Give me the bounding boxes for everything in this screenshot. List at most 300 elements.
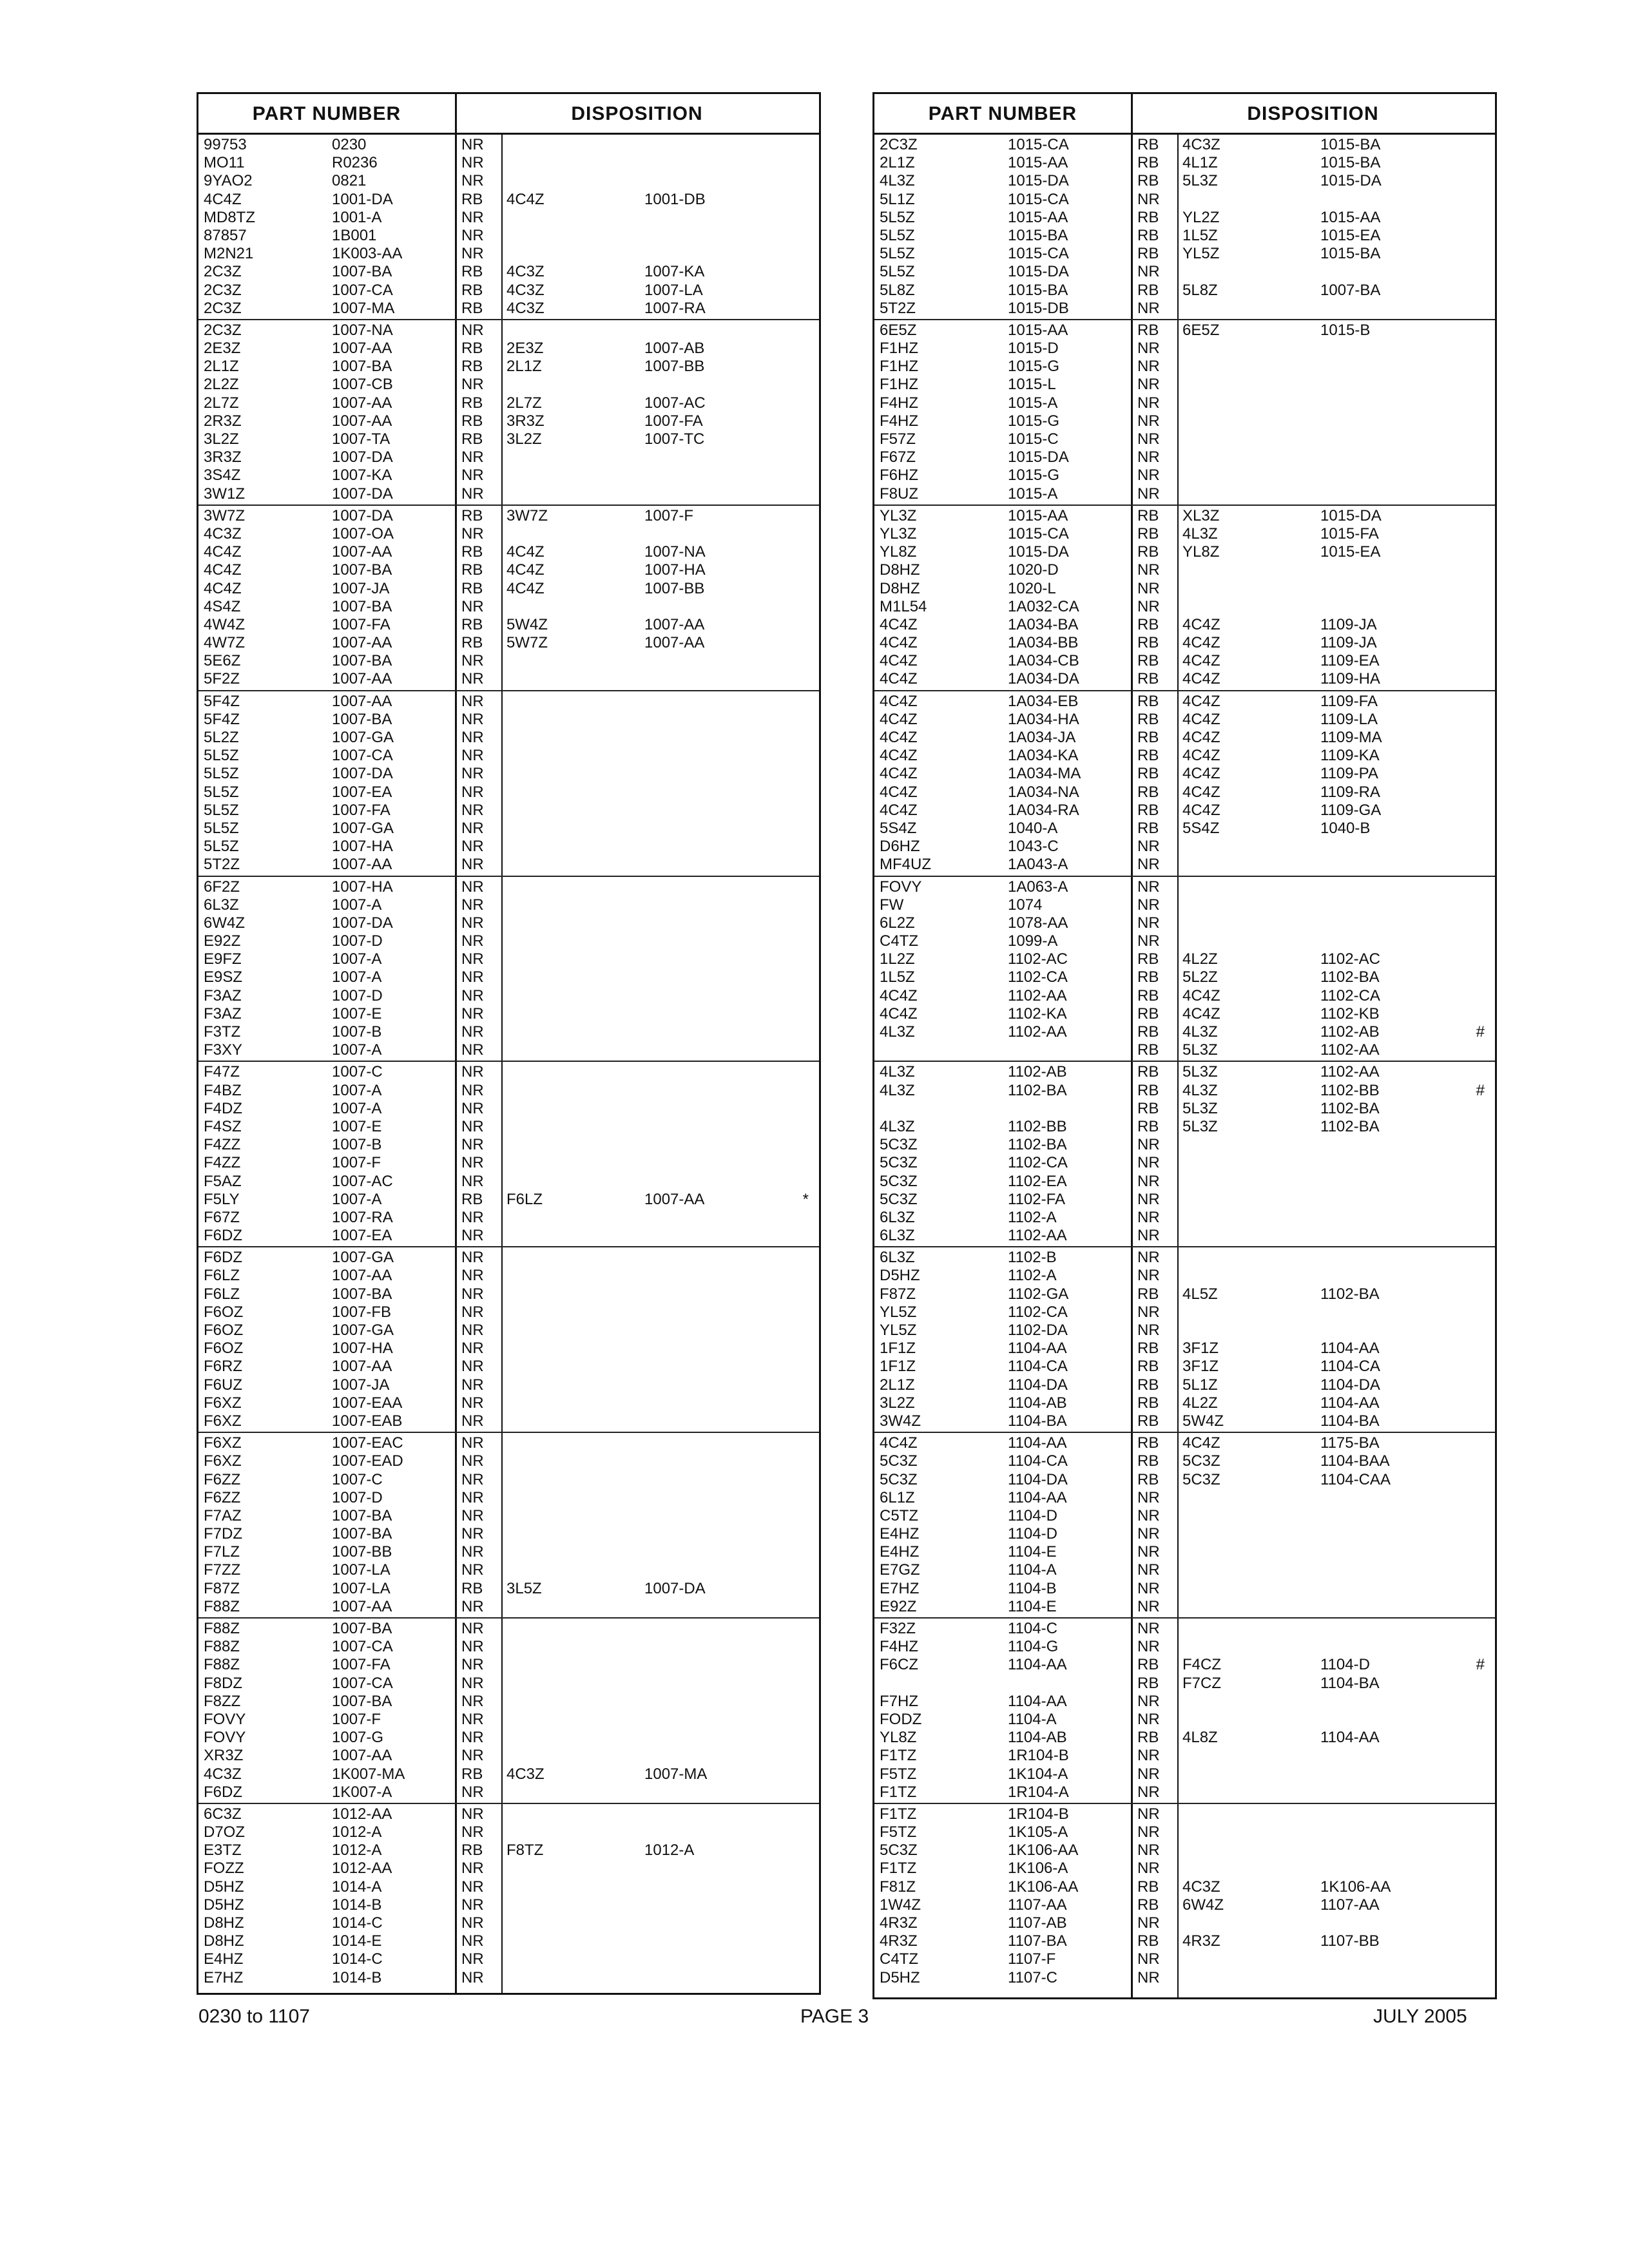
replacement-number: 1015-FA (1320, 524, 1379, 543)
disposition-code: RB (1137, 968, 1159, 986)
disposition-code: RB (461, 1190, 483, 1208)
table-row (198, 1434, 819, 1452)
disposition-code: NR (1137, 412, 1160, 430)
disposition-code: NR (461, 670, 484, 688)
replacement-prefix: 4L8Z (1182, 1729, 1218, 1747)
disposition-code: RB (461, 506, 483, 524)
disposition-code: NR (461, 597, 484, 615)
replacement-number: 1109-RA (1320, 783, 1380, 801)
part-number: 1007-GA (332, 729, 394, 746)
replacement-number: 1104-BA (1320, 1412, 1380, 1430)
disposition-code: RB (1137, 1340, 1159, 1358)
disposition-code: RB (1137, 1729, 1159, 1747)
part-number: 1007-BA (332, 561, 392, 579)
replacement-prefix: 3F1Z (1182, 1358, 1219, 1376)
part-number: 1007-FA (332, 615, 390, 633)
part-prefix: 5F4Z (204, 710, 240, 728)
table-row (874, 1860, 1495, 1878)
table-row (198, 968, 819, 986)
part-number: 1102-AC (1008, 950, 1068, 968)
replacement-number: 1015-BA (1320, 136, 1381, 153)
part-number: 1074 (1008, 896, 1043, 914)
part-prefix: F5TZ (880, 1765, 917, 1783)
replacement-number: 1007-BB (644, 358, 705, 376)
table-row (198, 802, 819, 820)
table-row (198, 448, 819, 466)
part-prefix: F1HZ (880, 340, 918, 358)
part-number: 1007-LA (332, 1579, 390, 1597)
part-number: 1007-NA (332, 321, 393, 339)
row-group (198, 1804, 819, 1988)
table-row (874, 1303, 1495, 1321)
part-prefix: F88Z (204, 1638, 240, 1656)
disposition-code: RB (1137, 1081, 1159, 1099)
disposition-code: RB (1137, 1117, 1159, 1135)
disposition-code: NR (461, 448, 484, 466)
part-number: 1102-A (1008, 1208, 1057, 1226)
part-prefix: 5L5Z (204, 801, 239, 819)
table-row (874, 1489, 1495, 1507)
part-number: 1K007-A (332, 1783, 392, 1801)
part-number: 1104-CA (1008, 1452, 1068, 1470)
part-number: 1007-D (332, 932, 383, 950)
disposition-code: NR (461, 1340, 484, 1358)
replacement-prefix: 4C4Z (506, 543, 545, 561)
part-number: 1007-E (332, 1004, 382, 1023)
table-row (874, 932, 1495, 950)
disposition-code: RB (1137, 1878, 1159, 1896)
part-prefix: D5HZ (204, 1896, 244, 1914)
part-prefix: F8DZ (204, 1674, 242, 1692)
part-prefix: 5L5Z (204, 747, 239, 765)
part-number: 1007-A (332, 1190, 382, 1208)
part-number: 1104-A (1008, 1710, 1057, 1728)
replacement-prefix: 2L1Z (506, 358, 542, 376)
disposition-code: NR (461, 1208, 484, 1226)
part-prefix: F1TZ (880, 1860, 917, 1878)
part-prefix: E7HZ (204, 1968, 244, 1986)
table-row (874, 485, 1495, 503)
part-prefix: F1TZ (880, 1805, 917, 1823)
part-prefix: 2C3Z (880, 136, 918, 153)
disposition-code: NR (1137, 358, 1160, 376)
part-prefix: E92Z (204, 932, 241, 950)
part-prefix: 5F2Z (204, 670, 240, 688)
table-row (874, 1173, 1495, 1191)
disposition-code: NR (461, 1249, 484, 1267)
part-number: 1A032-CA (1008, 597, 1079, 615)
table-row (874, 1191, 1495, 1209)
part-number: 1015-A (1008, 485, 1058, 503)
part-prefix: F8UZ (880, 485, 918, 503)
part-prefix: 5S4Z (880, 819, 917, 837)
disposition-code: NR (461, 245, 484, 263)
table-row (198, 634, 819, 652)
part-prefix: F4HZ (880, 394, 918, 412)
table-row (198, 838, 819, 856)
left-table (197, 92, 821, 1995)
part-number: 1A034-CB (1008, 652, 1079, 670)
replacement-number: 1109-GA (1320, 801, 1382, 819)
part-prefix: 9YAO2 (204, 172, 253, 190)
part-prefix: YL3Z (880, 524, 917, 543)
replacement-number: 1102-BA (1320, 1285, 1380, 1303)
disposition-code: RB (461, 281, 483, 299)
replacement-number: 1104-AA (1320, 1394, 1380, 1412)
disposition-code: NR (461, 1063, 484, 1081)
part-number: 1A043-A (1008, 856, 1068, 874)
part-prefix: 3S4Z (204, 466, 241, 485)
part-prefix: F1TZ (880, 1783, 917, 1801)
part-number: 1102-AA (1008, 986, 1067, 1004)
disposition-code: NR (461, 801, 484, 819)
disposition-code: NR (461, 524, 484, 543)
part-prefix: 4L3Z (880, 172, 915, 190)
table-row (874, 1675, 1495, 1693)
part-number: 1102-AA (1008, 1023, 1067, 1041)
table-row (198, 987, 819, 1005)
table-row (874, 1358, 1495, 1376)
part-number: 1A034-EB (1008, 692, 1079, 710)
disposition-code: RB (1137, 986, 1159, 1004)
replacement-prefix: 4C3Z (1182, 1878, 1220, 1896)
table-row (874, 1412, 1495, 1430)
disposition-code: NR (1137, 1525, 1160, 1543)
part-prefix: FW (880, 896, 904, 914)
table-row (198, 1082, 819, 1100)
replacement-prefix: 4C3Z (506, 1765, 545, 1783)
replacement-number: 1007-FA (644, 412, 703, 430)
part-number: 1015-AA (1008, 208, 1068, 226)
part-prefix: MD8TZ (204, 208, 255, 226)
replacement-prefix: 5W7Z (506, 634, 548, 652)
part-prefix: F88Z (204, 1656, 240, 1674)
part-number: 1007-AA (332, 1358, 392, 1376)
table-row (198, 1376, 819, 1394)
table-row (198, 932, 819, 950)
table-row (874, 1507, 1495, 1525)
part-number: 1015-CA (1008, 245, 1069, 263)
part-number: 1K105-A (1008, 1823, 1068, 1841)
disposition-code: NR (1137, 1172, 1160, 1190)
table-row (198, 1173, 819, 1191)
replacement-prefix: XL3Z (1182, 506, 1220, 524)
table-row (874, 1932, 1495, 1950)
part-number: 1A034-JA (1008, 729, 1076, 746)
disposition-code: NR (461, 1041, 484, 1059)
disposition-code: NR (1137, 1968, 1160, 1986)
table-row (198, 358, 819, 376)
disposition-code: NR (461, 1023, 484, 1041)
disposition-code: NR (461, 1099, 484, 1117)
part-number: 1007-A (332, 1041, 382, 1059)
table-row (874, 1321, 1495, 1340)
disposition-code: RB (1137, 765, 1159, 783)
part-prefix: 5L8Z (880, 281, 915, 299)
disposition-code: NR (461, 914, 484, 932)
table-row (198, 1561, 819, 1579)
part-number: 1102-CA (1008, 1154, 1068, 1172)
table-row (198, 322, 819, 340)
part-prefix: F5TZ (880, 1823, 917, 1841)
part-prefix: 99753 (204, 136, 247, 153)
disposition-code: NR (461, 1543, 484, 1561)
disposition-code: NR (1137, 1860, 1160, 1878)
disposition-code: RB (1137, 950, 1159, 968)
table-row (198, 1285, 819, 1303)
part-number: 1007-DA (332, 506, 393, 524)
table-row (874, 1950, 1495, 1968)
replacement-prefix: 4C4Z (1182, 670, 1220, 688)
part-prefix: F32Z (880, 1620, 916, 1637)
part-prefix: E9FZ (204, 950, 242, 968)
part-prefix: 4C4Z (880, 634, 918, 652)
part-number: 1007-DA (332, 485, 393, 503)
table-row (874, 1154, 1495, 1172)
part-prefix: E9SZ (204, 968, 243, 986)
disposition-code: NR (1137, 561, 1160, 579)
part-prefix: D6HZ (880, 838, 920, 856)
part-prefix: 2E3Z (204, 340, 241, 358)
replacement-number: 1015-AA (1320, 208, 1381, 226)
replacement-prefix: 3F1Z (1182, 1340, 1219, 1358)
part-prefix: D5HZ (204, 1878, 244, 1896)
table-row (874, 729, 1495, 747)
row-group (874, 506, 1495, 691)
part-prefix: 3R3Z (204, 448, 242, 466)
part-number: 1007-BA (332, 358, 392, 376)
table-row (874, 282, 1495, 300)
part-number: 1007-A (332, 896, 382, 914)
table-row (198, 670, 819, 688)
disposition-code: NR (1137, 1620, 1160, 1637)
part-prefix: E7GZ (880, 1561, 920, 1579)
table-row (198, 376, 819, 394)
table-row (874, 448, 1495, 466)
disposition-code: RB (1137, 154, 1159, 172)
table-row (198, 466, 819, 485)
table-row (874, 507, 1495, 525)
part-number: 1104-D (1008, 1525, 1057, 1543)
part-prefix: F6RZ (204, 1358, 242, 1376)
part-number: 1102-BB (1008, 1117, 1067, 1135)
replacement-prefix: 4C4Z (1182, 710, 1220, 728)
part-prefix: 4C4Z (880, 729, 918, 746)
disposition-code: NR (1137, 1783, 1160, 1801)
part-prefix: D8HZ (204, 1914, 244, 1932)
table-row (874, 1376, 1495, 1394)
replacement-number: 1102-AC (1320, 950, 1380, 968)
part-prefix: F4BZ (204, 1081, 242, 1099)
disposition-code: NR (1137, 1506, 1160, 1524)
replacement-number: 1007-AC (644, 394, 706, 412)
disposition-code: NR (461, 1506, 484, 1524)
part-prefix: XR3Z (204, 1747, 244, 1765)
part-prefix: 4C4Z (880, 801, 918, 819)
part-number: 1102-GA (1008, 1285, 1069, 1303)
part-prefix: F8ZZ (204, 1692, 241, 1710)
disposition-code: NR (461, 1136, 484, 1154)
part-number: 1007-BA (332, 652, 392, 670)
disposition-code: NR (461, 1470, 484, 1488)
replacement-prefix: 4C4Z (506, 561, 545, 579)
part-number: 1015-BA (1008, 281, 1068, 299)
table-row (874, 322, 1495, 340)
disposition-code: RB (1137, 729, 1159, 746)
replacement-number: 1104-DA (1320, 1376, 1380, 1394)
row-group (874, 1433, 1495, 1619)
part-prefix: 5C3Z (880, 1172, 918, 1190)
table-row (874, 598, 1495, 616)
part-prefix: 4C4Z (204, 190, 242, 208)
part-number: 1A034-BA (1008, 615, 1079, 633)
part-number: 1104-AA (1008, 1656, 1067, 1674)
table-row (874, 466, 1495, 485)
part-prefix: 6L3Z (880, 1249, 915, 1267)
part-number: 1107-C (1008, 1968, 1057, 1986)
replacement-prefix: 3W7Z (506, 506, 548, 524)
part-prefix: D8HZ (880, 561, 920, 579)
disposition-code: RB (1137, 543, 1159, 561)
replacement-number: 1015-BA (1320, 154, 1381, 172)
disposition-code: RB (1137, 634, 1159, 652)
disposition-code: NR (461, 950, 484, 968)
table-row (198, 729, 819, 747)
part-prefix: FOZZ (204, 1860, 244, 1878)
part-prefix: F87Z (204, 1579, 240, 1597)
table-row (198, 1412, 819, 1430)
replacement-prefix: F8TZ (506, 1841, 544, 1860)
table-row (874, 1747, 1495, 1765)
part-prefix: 5T2Z (880, 299, 916, 317)
part-number: 1007-BA (332, 1285, 392, 1303)
table-header (198, 94, 819, 135)
disposition-code: RB (1137, 615, 1159, 633)
row-group (198, 1247, 819, 1433)
part-prefix: 4C3Z (204, 1765, 242, 1783)
part-number: 1007-C (332, 1063, 383, 1081)
part-number: 1007-B (332, 1023, 382, 1041)
part-prefix: F67Z (204, 1208, 240, 1226)
row-group (198, 877, 819, 1062)
table-row (198, 430, 819, 448)
disposition-code: RB (461, 634, 483, 652)
disposition-code: RB (1137, 1412, 1159, 1430)
disposition-code: NR (461, 172, 484, 190)
part-number: 1007-AA (332, 1747, 392, 1765)
table-row (874, 950, 1495, 968)
part-number: 1015-CA (1008, 524, 1069, 543)
table-row (198, 1969, 819, 1987)
part-number: 1B001 (332, 226, 377, 244)
replacement-prefix: 2L7Z (506, 394, 542, 412)
part-number: 1015-CA (1008, 190, 1069, 208)
table-row (198, 878, 819, 896)
table-row (198, 1656, 819, 1674)
part-prefix: 4C4Z (880, 692, 918, 710)
replacement-number: 1015-EA (1320, 226, 1381, 244)
table-row (874, 543, 1495, 561)
part-prefix: 5C3Z (880, 1154, 918, 1172)
disposition-code: RB (461, 579, 483, 597)
table-row (874, 1693, 1495, 1711)
disposition-code: NR (461, 1267, 484, 1285)
part-number: 1014-A (332, 1878, 382, 1896)
part-prefix: 5L2Z (204, 729, 239, 746)
part-prefix: C5TZ (880, 1506, 918, 1524)
disposition-code: NR (461, 208, 484, 226)
part-number: 1A034-BB (1008, 634, 1079, 652)
table-row (198, 1693, 819, 1711)
table-row (874, 1471, 1495, 1489)
disposition-code: RB (1137, 747, 1159, 765)
part-prefix: 3L2Z (880, 1394, 915, 1412)
replacement-prefix: 6E5Z (1182, 321, 1220, 339)
table-row (198, 525, 819, 543)
table-row (198, 711, 819, 729)
part-prefix: 5L5Z (204, 765, 239, 783)
part-number: 1007-JA (332, 1376, 390, 1394)
part-number: 1007-LA (332, 1561, 390, 1579)
table-row (874, 1041, 1495, 1059)
table-row (874, 1452, 1495, 1470)
part-number: 1K003-AA (332, 245, 403, 263)
part-number: 1007-BA (332, 1620, 392, 1637)
part-prefix: 6L1Z (880, 1488, 915, 1506)
disposition-code: NR (1137, 394, 1160, 412)
disposition-code: NR (1137, 340, 1160, 358)
part-number: 1104-CA (1008, 1358, 1068, 1376)
part-prefix: F6CZ (880, 1656, 918, 1674)
part-number: 1015-DB (1008, 299, 1069, 317)
replacement-prefix: 4C3Z (506, 263, 545, 281)
part-prefix: F6ZZ (204, 1470, 241, 1488)
part-number: 1007-BA (332, 263, 392, 281)
part-prefix: M2N21 (204, 245, 254, 263)
disposition-code: RB (1137, 652, 1159, 670)
part-number: 1007-G (332, 1729, 384, 1747)
table-row (198, 783, 819, 802)
replacement-prefix: 4C4Z (1182, 692, 1220, 710)
part-number: 1104-E (1008, 1597, 1057, 1615)
replacement-prefix: 5L3Z (1182, 172, 1218, 190)
part-number: 1102-AB (1008, 1063, 1067, 1081)
part-number: 1107-F (1008, 1950, 1056, 1968)
part-prefix: 6F2Z (204, 878, 240, 896)
replacement-number: 1109-LA (1320, 710, 1378, 728)
replacement-prefix: 4C4Z (506, 579, 545, 597)
part-number: 1014-B (332, 1968, 382, 1986)
left-table-body (198, 135, 819, 1988)
disposition-code: NR (461, 1805, 484, 1823)
replacement-prefix: 6W4Z (1182, 1896, 1224, 1914)
part-number: 1K104-A (1008, 1765, 1068, 1783)
table-row (198, 1041, 819, 1059)
table-row (874, 1525, 1495, 1543)
disposition-code: NR (461, 1932, 484, 1950)
replacement-number: 1104-BA (1320, 1674, 1380, 1692)
row-group (874, 320, 1495, 506)
part-prefix: 2R3Z (204, 412, 242, 430)
part-prefix: F4DZ (204, 1099, 242, 1117)
part-prefix: 4S4Z (204, 597, 241, 615)
table-row (198, 1841, 819, 1860)
part-number: 1015-G (1008, 412, 1060, 430)
part-number: 1102-FA (1008, 1190, 1065, 1208)
part-number: 1007-HA (332, 838, 393, 856)
table-row (198, 263, 819, 281)
disposition-code: NR (1137, 1227, 1160, 1245)
